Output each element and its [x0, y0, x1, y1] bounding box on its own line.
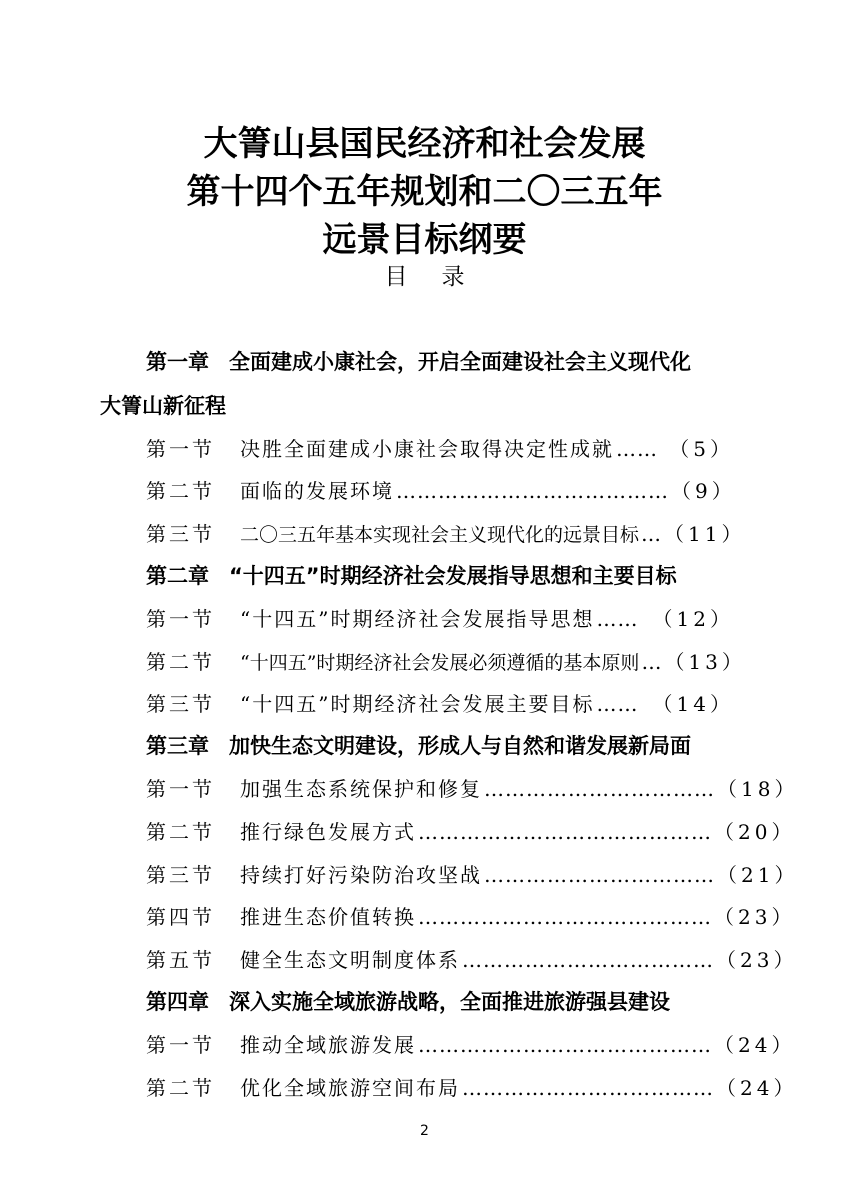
toc-section-4-2[interactable]: [146, 1073, 798, 1103]
section-page-number: （23）: [716, 948, 798, 972]
section-page-number: （14）: [652, 692, 734, 716]
page-number: 2: [420, 1123, 429, 1139]
section-number: 第一节: [146, 777, 215, 801]
section-page-number: （20）: [714, 820, 796, 844]
section-title: 优化全域旅游空间布局: [240, 1076, 460, 1100]
toc-section-3-5[interactable]: [146, 945, 798, 975]
section-leader-dots: ……………………………………: [418, 820, 712, 844]
section-title: 面临的发展环境: [240, 479, 394, 503]
section-number: 第五节: [146, 948, 215, 972]
chapter-title: 深入实施全域旅游战略，全面推进旅游强县建设: [229, 990, 670, 1014]
section-leader-dots: …………………………………: [396, 479, 669, 503]
section-number: 第一节: [146, 607, 215, 631]
toc-section-2-1[interactable]: [146, 604, 734, 634]
section-page-number: （18）: [717, 777, 799, 801]
section-page-number: （5）: [669, 437, 734, 461]
toc-chapter-1[interactable]: [146, 347, 691, 377]
document-title-line-3: 远景目标纲要: [322, 220, 527, 260]
section-number: 第三节: [146, 692, 215, 716]
section-title: 推行绿色发展方式: [240, 820, 416, 844]
section-leader-dots: …: [641, 650, 663, 674]
chapter-number: 第一章: [146, 350, 209, 374]
section-page-number: （13）: [664, 650, 746, 674]
toc-chapter-3[interactable]: [146, 731, 691, 761]
section-number: 第二节: [146, 820, 215, 844]
section-page-number: （24）: [714, 1033, 796, 1057]
section-page-number: （12）: [652, 607, 734, 631]
section-number: 第二节: [146, 479, 215, 503]
section-number: 第一节: [146, 437, 215, 461]
section-number: 第三节: [146, 522, 215, 546]
toc-section-1-1[interactable]: [146, 434, 734, 464]
section-page-number: （9）: [671, 479, 736, 503]
section-number: 第二节: [146, 1076, 215, 1100]
chapter-number: 第三章: [146, 734, 209, 758]
section-leader-dots: ……………………………: [484, 863, 715, 887]
section-title: 决胜全面建成小康社会取得决定性成就: [240, 437, 614, 461]
section-title: 健全生态文明制度体系: [240, 948, 460, 972]
toc-chapter-4[interactable]: [146, 987, 670, 1017]
chapter-title: “十四五”时期经济社会发展指导思想和主要目标: [229, 564, 677, 588]
section-title: 持续打好污染防治攻坚战: [240, 863, 482, 887]
toc-section-2-3[interactable]: [146, 689, 734, 719]
document-title-line-1: 大箐山县国民经济和社会发展: [203, 124, 646, 164]
toc-section-3-4[interactable]: [146, 902, 796, 932]
section-page-number: （23）: [714, 905, 796, 929]
section-page-number: （24）: [716, 1076, 798, 1100]
section-title: “十四五”时期经济社会发展必须遵循的基本原则: [240, 652, 640, 674]
section-leader-dots: ………………………………: [462, 1076, 714, 1100]
section-title: 推进生态价值转换: [240, 905, 416, 929]
toc-section-1-2[interactable]: [146, 476, 734, 506]
toc-section-2-2[interactable]: [146, 647, 746, 677]
section-leader-dots: ……: [616, 437, 658, 461]
chapter-title: 全面建成小康社会，开启全面建设社会主义现代化: [229, 350, 691, 374]
chapter-number: 第四章: [146, 990, 209, 1014]
section-leader-dots: ……: [596, 607, 639, 631]
section-number: 第三节: [146, 863, 215, 887]
section-number: 第四节: [146, 905, 215, 929]
section-leader-dots: ……………………………………: [418, 905, 712, 929]
section-title: 二〇三五年基本实现社会主义现代化的远景目标: [240, 524, 640, 546]
section-page-number: （11）: [664, 522, 746, 546]
section-page-number: （21）: [717, 863, 799, 887]
section-title: 加强生态系统保护和修复: [240, 777, 482, 801]
section-title: “十四五”时期经济社会发展主要目标: [240, 692, 595, 716]
toc-chapter-1-title-continued: 大箐山新征程: [100, 394, 226, 418]
toc-heading: 目录: [384, 264, 499, 290]
chapter-title: 加快生态文明建设，形成人与自然和谐发展新局面: [229, 734, 691, 758]
toc-section-3-2[interactable]: [146, 817, 796, 847]
section-title: 推动全域旅游发展: [240, 1033, 416, 1057]
chapter-number: 第二章: [146, 564, 209, 588]
section-leader-dots: ……………………………: [484, 777, 715, 801]
toc-section-4-1[interactable]: [146, 1030, 796, 1060]
section-title: “十四五”时期经济社会发展指导思想: [240, 607, 595, 631]
section-number: 第一节: [146, 1033, 215, 1057]
toc-chapter-2[interactable]: [146, 561, 677, 591]
section-number: 第二节: [146, 650, 215, 674]
document-title-line-2: 第十四个五年规划和二〇三五年: [186, 172, 663, 212]
section-leader-dots: ……: [596, 692, 639, 716]
toc-section-3-1[interactable]: [146, 774, 799, 804]
toc-section-3-3[interactable]: [146, 860, 799, 890]
section-leader-dots: …: [641, 522, 663, 546]
toc-section-1-3[interactable]: [146, 519, 746, 549]
section-leader-dots: ………………………………: [462, 948, 714, 972]
section-leader-dots: ……………………………………: [418, 1033, 712, 1057]
